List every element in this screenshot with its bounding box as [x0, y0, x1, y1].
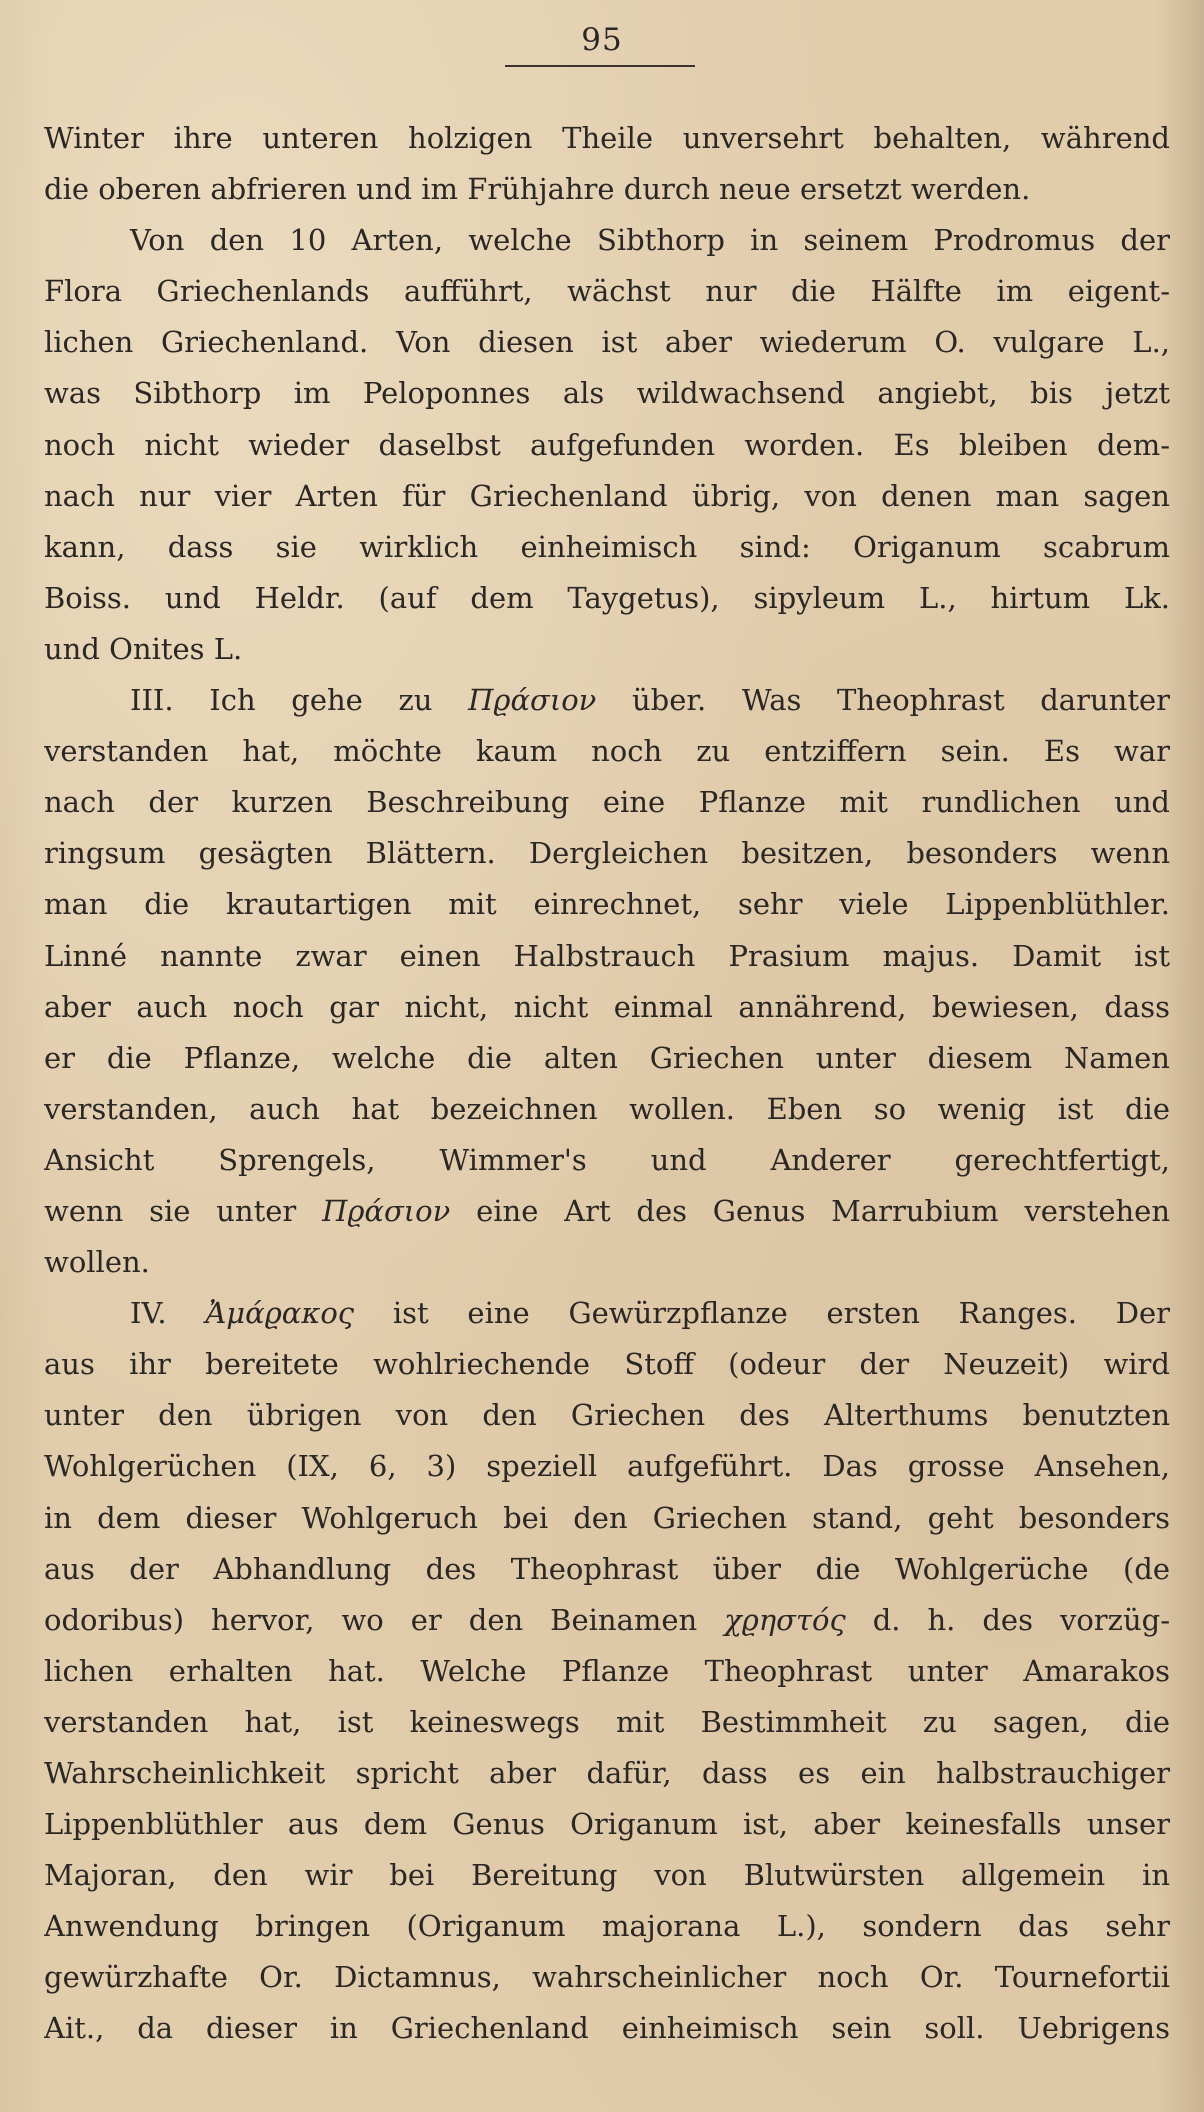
text-line: Anwendung bringen (Origanum majorana L.), sondern das sehr: [44, 1909, 1170, 1944]
text-line: Wahrscheinlichkeit spricht aber dafür, dass es ein halbstrauchiger: [44, 1756, 1170, 1790]
text-line: Linné nannte zwar einen Halbstrauch Prasium majus. Damit ist: [44, 938, 1170, 973]
text-segment: d. h. des vorzüg-: [845, 1602, 1170, 1637]
text-line: ringsum gesägten Blättern. Dergleichen besitzen, besonders wenn: [44, 836, 1170, 871]
text-line: die oberen abfrieren und im Frühjahre durch neue ersetzt werden.: [44, 172, 1031, 207]
text-line: Boiss. und Heldr. (auf dem Taygetus), sipyleum L., hirtum Lk.: [44, 580, 1170, 615]
page-number: 95: [581, 22, 623, 58]
text-line: Wohlgerüchen (IX, 6, 3) speziell aufgeführt. Das grosse Ansehen,: [44, 1449, 1170, 1484]
greek-term: Ἀμάϱακος: [205, 1296, 355, 1331]
text-segment: wenn sie unter: [44, 1193, 323, 1228]
text-line: [44, 675, 1170, 726]
text-line: Winter ihre unteren holzigen Theile unversehrt behalten, während: [44, 121, 1170, 155]
text-line: [44, 1288, 1170, 1339]
text-segment: eine Art des Genus Marrubium verstehen: [450, 1193, 1170, 1228]
text-line: Von den 10 Arten, welche Sibthorp in seinem Prodromus der: [130, 223, 1170, 258]
text-line: verstanden, auch hat bezeichnen wollen. Eben so wenig ist die: [44, 1091, 1170, 1126]
text-line: unter den übrigen von den Griechen des Alterthums benutzten: [44, 1398, 1170, 1433]
text-line: [44, 1595, 1170, 1646]
text-line: man die krautartigen mit einrechnet, sehr viele Lippenblüthler.: [44, 887, 1170, 922]
greek-term: χϱηστός: [724, 1602, 846, 1637]
text-line: gewürzhafte Or. Dictamnus, wahrscheinlicher noch Or. Tournefortii: [44, 1960, 1170, 1995]
text-segment: odoribus) hervor, wo er den Beinamen: [44, 1602, 725, 1637]
text-line: in dem dieser Wohlgeruch bei den Griechen stand, geht besonders: [44, 1500, 1170, 1535]
text-line: noch nicht wieder daselbst aufgefunden worden. Es bleiben dem-: [44, 427, 1170, 462]
text-line: nach nur vier Arten für Griechenland übrig, von denen man sagen: [44, 478, 1170, 513]
body-text: [44, 113, 1170, 2055]
text-segment: III. Ich gehe zu: [130, 683, 469, 718]
text-line: kann, dass sie wirklich einheimisch sind: Origanum scabrum: [44, 529, 1170, 564]
text-line: lichen Griechenland. Von diesen ist aber wiederum O. vulgare L.,: [44, 325, 1170, 360]
text-line: Majoran, den wir bei Bereitung von Blutwürsten allgemein in: [44, 1858, 1170, 1893]
greek-term: Πϱάσιον: [468, 683, 597, 718]
text-line: verstanden hat, ist keineswegs mit Bestimmheit zu sagen, die: [44, 1704, 1170, 1739]
text-line: wollen.: [44, 1245, 150, 1280]
header-rule: [505, 65, 695, 67]
text-line: aus ihr bereitete wohlriechende Stoff (odeur der Neuzeit) wird: [44, 1347, 1170, 1382]
text-line: aber auch noch gar nicht, nicht einmal annährend, bewiesen, dass: [44, 989, 1170, 1024]
text-line: was Sibthorp im Peloponnes als wildwachsend angiebt, bis jetzt: [44, 376, 1170, 411]
text-segment: über. Was Theophrast darunter: [596, 683, 1170, 718]
text-segment: IV.: [130, 1296, 206, 1331]
text-line: er die Pflanze, welche die alten Griechen unter diesem Namen: [44, 1040, 1170, 1075]
text-line: Flora Griechenlands aufführt, wächst nur die Hälfte im eigent-: [44, 274, 1170, 309]
text-line: aus der Abhandlung des Theophrast über die Wohlgerüche (de: [44, 1551, 1170, 1586]
text-line: verstanden hat, möchte kaum noch zu entziffern sein. Es war: [44, 734, 1170, 769]
text-line: Ait., da dieser in Griechenland einheimisch sein soll. Uebrigens: [44, 2011, 1170, 2046]
text-line: lichen erhalten hat. Welche Pflanze Theophrast unter Amarakos: [44, 1653, 1170, 1688]
text-line: nach der kurzen Beschreibung eine Pflanze mit rundlichen und: [44, 785, 1170, 820]
text-segment: ist eine Gewürzpflanze ersten Ranges. Der: [354, 1296, 1170, 1331]
text-line: [44, 1186, 1170, 1237]
text-line: Lippenblüthler aus dem Genus Origanum ist, aber keinesfalls unser: [44, 1807, 1170, 1842]
text-line: und Onites L.: [44, 631, 243, 666]
text-line: Ansicht Sprengels, Wimmer's und Anderer gerechtfertigt,: [44, 1142, 1170, 1177]
greek-term: Πϱάσιον: [322, 1193, 451, 1228]
